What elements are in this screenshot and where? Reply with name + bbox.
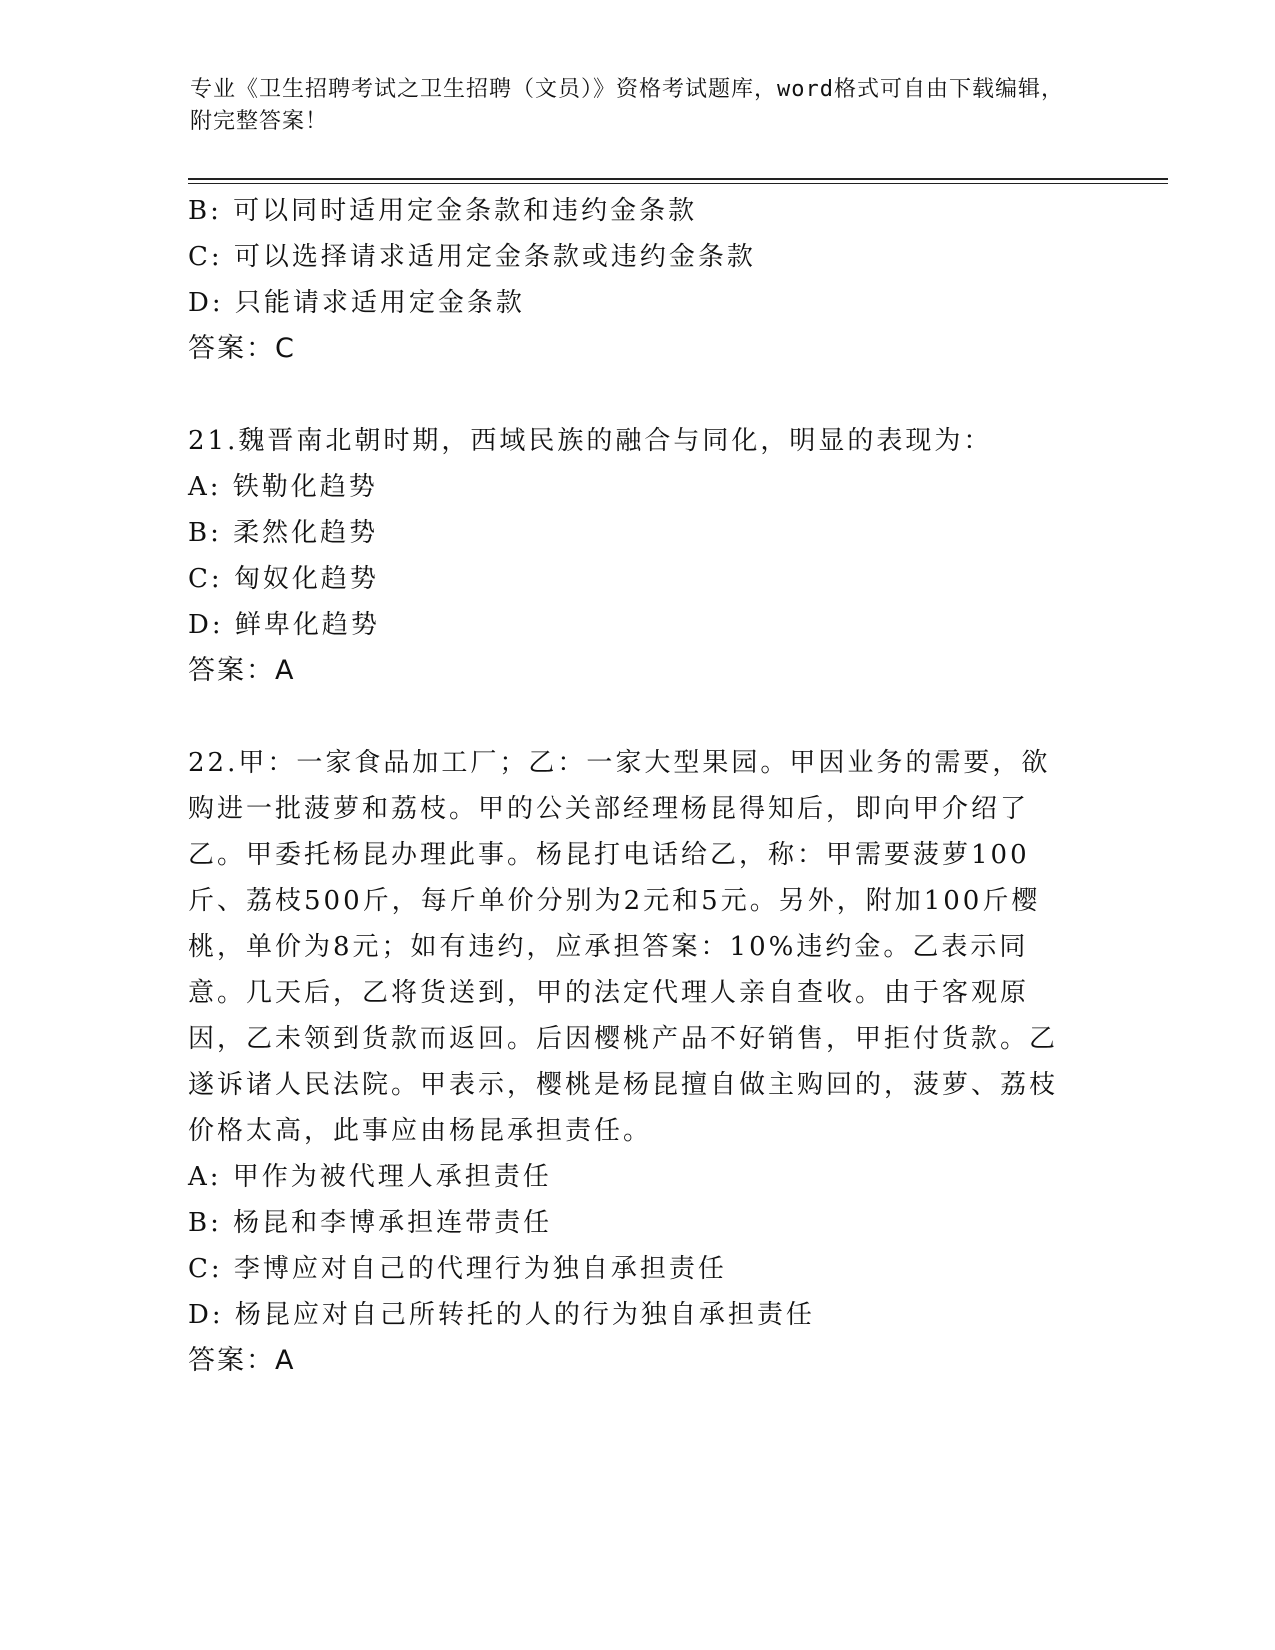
q22-option-b: B: 杨昆和李博承担连带责任 (188, 1208, 553, 1238)
q21-question: 21.魏晋南北朝时期，西域民族的融合与同化，明显的表现为： (188, 426, 993, 456)
q21-option-c: C: 匈奴化趋势 (188, 564, 379, 594)
q20-option-c: C: 可以选择请求适用定金条款或违约金条款 (188, 242, 756, 272)
q21-option-b: B: 柔然化趋势 (188, 518, 379, 548)
q21-option-a: A: 铁勒化趋势 (188, 472, 378, 502)
q20-answer: 答案：C (188, 333, 296, 364)
q22-option-a: A: 甲作为被代理人承担责任 (188, 1162, 552, 1192)
q22-question: 22.甲：一家食品加工厂；乙：一家大型果园。甲因业务的需要，欲购进一批菠萝和荔枝。甲的公关部经理杨昆得知后，即向甲介绍了乙。甲委托杨昆办理此事。杨昆打电话给乙，称：甲需要菠萝100斤、荔枝500斤，每斤单价分别为2元和5元。另外，附加100斤樱桃，单价为8元；如有违约，应承担答案：10%违约金。乙表示同意。几天后，乙将货送到，甲的法定代理人亲自查收。由于客观原因，乙未领到货款而返回。后因樱桃产品不好销售，甲拒付货款。乙遂诉诸人民法院。甲表示，樱桃是杨昆擅自做主购回的，菠萝、荔枝价格太高，此事应由杨昆承担责任。 (188, 748, 1059, 1146)
q22-option-c: C: 李博应对自己的代理行为独自承担责任 (188, 1254, 727, 1284)
q20-option-d: D: 只能请求适用定金条款 (188, 288, 525, 318)
document-header: 专业《卫生招聘考试之卫生招聘（文员）》资格考试题库，word格式可自由下载编辑，附完整答案！ (190, 77, 1064, 134)
spacer (188, 694, 1088, 740)
question-content (188, 188, 1088, 1384)
header-divider (188, 178, 1168, 184)
q20-option-b: B: 可以同时适用定金条款和违约金条款 (188, 196, 698, 226)
spacer (188, 372, 1088, 418)
q22-answer: 答案：A (188, 1345, 296, 1376)
q21-answer: 答案：A (188, 655, 296, 686)
q22-option-d: D: 杨昆应对自己所转托的人的行为独自承担责任 (188, 1300, 815, 1330)
q21-option-d: D: 鲜卑化趋势 (188, 610, 380, 640)
